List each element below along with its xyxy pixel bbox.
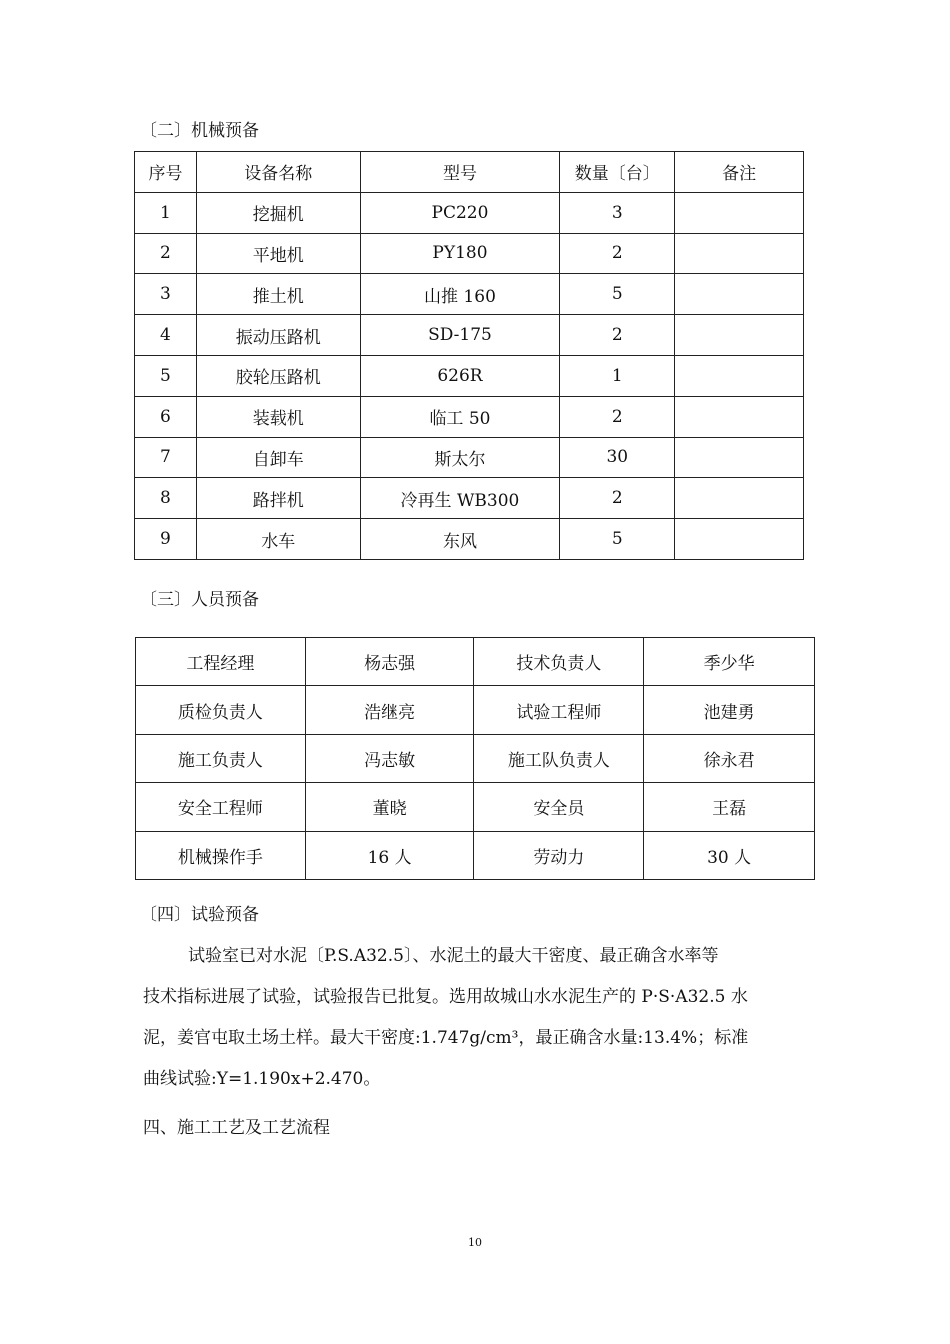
table-cell: 王磊 <box>644 783 815 831</box>
table-cell <box>675 274 804 315</box>
table-row <box>135 396 804 437</box>
table-cell: 自卸车 <box>196 437 360 478</box>
header-cell: 型号 <box>360 152 560 193</box>
table-cell: 3 <box>135 274 197 315</box>
table-cell: 安全工程师 <box>136 783 306 831</box>
table-cell: 施工队负责人 <box>474 734 644 782</box>
table-cell: 16 人 <box>305 831 474 879</box>
table-cell: 2 <box>560 396 675 437</box>
table-row <box>135 519 804 560</box>
table-cell: 胶轮压路机 <box>196 355 360 396</box>
paragraph-line: 曲线试验:Y=1.190x+2.470。 <box>143 1069 381 1089</box>
table-cell: 9 <box>135 519 197 560</box>
header-cell: 备注 <box>675 152 804 193</box>
table-row <box>135 233 804 274</box>
table-cell: 8 <box>135 478 197 519</box>
chapter-heading: 四、施工工艺及工艺流程 <box>143 1118 330 1138</box>
table-row <box>135 274 804 315</box>
table-cell: 试验工程师 <box>474 686 644 734</box>
table-cell: 池建勇 <box>644 686 815 734</box>
table-row <box>135 192 804 233</box>
table-cell: 董晓 <box>305 783 474 831</box>
table-cell: PC220 <box>360 192 560 233</box>
table-cell: 2 <box>560 315 675 356</box>
table-row <box>136 831 815 879</box>
table-cell: 30 <box>560 437 675 478</box>
table-row <box>136 783 815 831</box>
table-cell: 1 <box>135 192 197 233</box>
table-cell: 劳动力 <box>474 831 644 879</box>
table-row <box>136 638 815 686</box>
table-row <box>135 355 804 396</box>
table-cell: 4 <box>135 315 197 356</box>
table-row <box>136 686 815 734</box>
table-cell: 斯太尔 <box>360 437 560 478</box>
table-cell <box>675 315 804 356</box>
table-cell: 3 <box>560 192 675 233</box>
table-cell: 2 <box>560 478 675 519</box>
table-cell: 6 <box>135 396 197 437</box>
testing-paragraph <box>143 936 807 1100</box>
table-cell: 推土机 <box>196 274 360 315</box>
table-cell: 水车 <box>196 519 360 560</box>
table-row <box>136 734 815 782</box>
table-cell: 技术负责人 <box>474 638 644 686</box>
table-row <box>135 478 804 519</box>
table-cell: 626R <box>360 355 560 396</box>
table-cell: 1 <box>560 355 675 396</box>
table-cell: 杨志强 <box>305 638 474 686</box>
table-cell <box>675 355 804 396</box>
table-cell: 冷再生 WB300 <box>360 478 560 519</box>
table-cell: SD-175 <box>360 315 560 356</box>
table-cell: 平地机 <box>196 233 360 274</box>
table-cell: 冯志敏 <box>305 734 474 782</box>
table-cell: 施工负责人 <box>136 734 306 782</box>
equipment-table <box>134 151 804 560</box>
equipment-header-row <box>135 152 804 193</box>
table-cell: 季少华 <box>644 638 815 686</box>
table-row <box>135 437 804 478</box>
table-cell: 挖掘机 <box>196 192 360 233</box>
table-cell: 装载机 <box>196 396 360 437</box>
table-cell: 工程经理 <box>136 638 306 686</box>
table-cell <box>675 478 804 519</box>
paragraph-line: 泥，姜官屯取土场土样。最大干密度:1.747g/cm³，最正确含水量:13.4%；标准 <box>143 1028 749 1048</box>
table-row <box>135 315 804 356</box>
table-cell: 2 <box>135 233 197 274</box>
table-cell: 徐永君 <box>644 734 815 782</box>
header-cell: 设备名称 <box>196 152 360 193</box>
section-heading-machinery: 〔二〕机械预备 <box>140 121 259 141</box>
page-number: 10 <box>468 1236 482 1249</box>
table-cell: 5 <box>135 355 197 396</box>
table-cell: 临工 50 <box>360 396 560 437</box>
table-cell: 安全员 <box>474 783 644 831</box>
table-cell: 7 <box>135 437 197 478</box>
table-cell: 浩继亮 <box>305 686 474 734</box>
section-heading-testing: 〔四〕试验预备 <box>140 905 259 925</box>
table-cell: PY180 <box>360 233 560 274</box>
header-cell: 数量〔台〕 <box>560 152 675 193</box>
table-cell: 机械操作手 <box>136 831 306 879</box>
table-cell: 5 <box>560 519 675 560</box>
table-cell <box>675 437 804 478</box>
paragraph-line: 试验室已对水泥〔P.S.A32.5〕、水泥土的最大干密度、最正确含水率等 <box>188 946 719 966</box>
table-cell: 路拌机 <box>196 478 360 519</box>
table-cell <box>675 396 804 437</box>
paragraph-line: 技术指标进展了试验，试验报告已批复。选用故城山水水泥生产的 P·S·A32.5 水 <box>143 987 748 1007</box>
table-cell: 2 <box>560 233 675 274</box>
staff-table <box>135 637 815 880</box>
table-cell <box>675 233 804 274</box>
table-cell: 东风 <box>360 519 560 560</box>
table-cell: 振动压路机 <box>196 315 360 356</box>
table-cell: 5 <box>560 274 675 315</box>
table-cell: 质检负责人 <box>136 686 306 734</box>
table-cell: 30 人 <box>644 831 815 879</box>
header-cell: 序号 <box>135 152 197 193</box>
table-cell: 山推 160 <box>360 274 560 315</box>
table-cell <box>675 519 804 560</box>
table-cell <box>675 192 804 233</box>
section-heading-staff: 〔三〕人员预备 <box>140 590 259 610</box>
